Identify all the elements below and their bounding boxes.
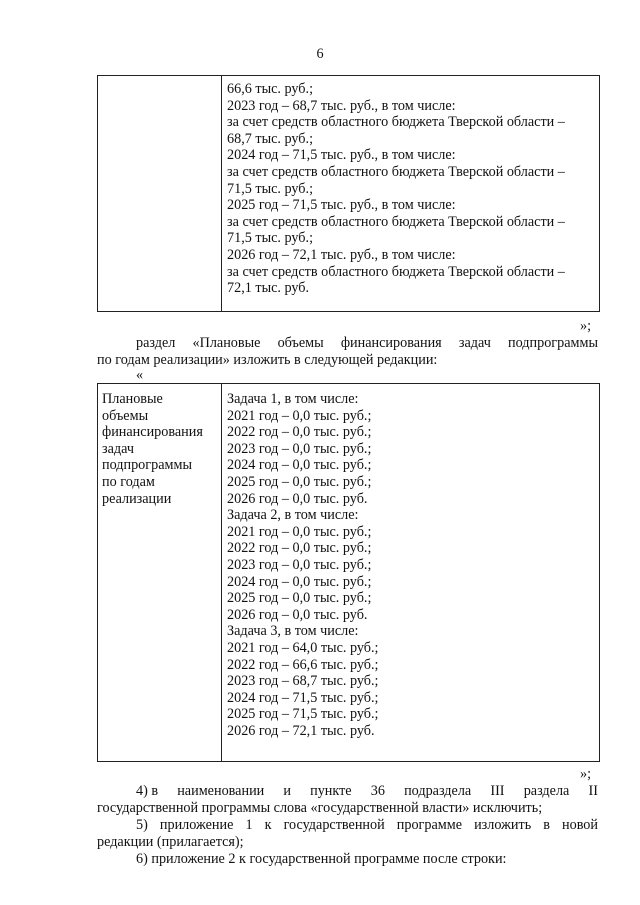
closing-quote: »; xyxy=(580,766,592,782)
table2-line: 2026 год – 0,0 тыс. руб. xyxy=(227,606,368,623)
table2-line: 2021 год – 64,0 тыс. руб.; xyxy=(227,639,379,656)
item6-line1: 6) приложение 2 к государственной программе после строки: xyxy=(136,851,507,867)
table2-label-line: по годам xyxy=(102,473,155,490)
table1-line: 66,6 тыс. руб.; xyxy=(227,81,314,97)
table2-line: 2025 год – 0,0 тыс. руб.; xyxy=(227,473,372,490)
table2-line: 2025 год – 0,0 тыс. руб.; xyxy=(227,590,372,607)
closing-quote: »; xyxy=(580,318,592,334)
table2-label-line: задач xyxy=(102,440,134,457)
item4-word: 36 xyxy=(370,783,385,799)
item5-line1: 5) приложение 1 к государственной программе изложить в новой xyxy=(136,817,598,833)
item4-line2: государственной программы слова «государственной власти» исключить; xyxy=(97,800,543,816)
table2-line: 2021 год – 0,0 тыс. руб.; xyxy=(227,523,372,540)
table2-line: 2023 год – 0,0 тыс. руб.; xyxy=(227,556,372,573)
section-paragraph-line2: по годам реализации» изложить в следующей редакции: xyxy=(97,352,438,368)
table1-line: за счет средств областного бюджета Тверской области – xyxy=(227,163,565,180)
table1-line: за счет средств областного бюджета Тверской области – xyxy=(227,213,565,230)
table1-line: 2024 год – 71,5 тыс. руб., в том числе: xyxy=(227,147,456,164)
table1-line: за счет средств областного бюджета Тверской области – xyxy=(227,114,565,131)
item4-word: подраздела xyxy=(404,783,472,799)
table2-label-line: реализации xyxy=(102,490,172,507)
table2-line: 2026 год – 72,1 тыс. руб. xyxy=(227,722,375,739)
page-number: 6 xyxy=(316,46,324,62)
table1-line: 68,7 тыс. руб.; xyxy=(227,130,314,147)
table2-label-line: Плановые xyxy=(102,391,163,407)
table1-line: 71,5 тыс. руб.; xyxy=(227,180,314,197)
table2-values-cell xyxy=(222,384,599,761)
table1-line: 2026 год – 72,1 тыс. руб., в том числе: xyxy=(227,246,456,263)
table2-line: 2024 год – 71,5 тыс. руб.; xyxy=(227,689,379,706)
table2-line: 2021 год – 0,0 тыс. руб.; xyxy=(227,407,372,424)
table2-line: 2026 год – 0,0 тыс. руб. xyxy=(227,490,368,507)
table1-right-cell xyxy=(222,76,599,311)
table1-line: 2023 год – 68,7 тыс. руб., в том числе: xyxy=(227,97,456,114)
item4-word: наименовании xyxy=(177,783,265,799)
table2-label-cell xyxy=(98,384,222,761)
table2-line: Задача 1, в том числе: xyxy=(227,391,359,407)
table2-line: 2022 год – 66,6 тыс. руб.; xyxy=(227,656,379,673)
table2-line: 2022 год – 0,0 тыс. руб.; xyxy=(227,424,372,441)
table2-line: 2024 год – 0,0 тыс. руб.; xyxy=(227,573,372,590)
table2-label-line: финансирования xyxy=(102,424,203,441)
item5-line2: редакции (прилагается); xyxy=(97,834,244,850)
funding-table-continued xyxy=(97,75,600,312)
table1-line: 72,1 тыс. руб. xyxy=(227,280,310,297)
table2-line: Задача 2, в том числе: xyxy=(227,507,359,524)
item4-word: 4) в xyxy=(136,783,159,799)
table1-line: 2025 год – 71,5 тыс. руб., в том числе: xyxy=(227,197,456,214)
table2-line: 2023 год – 68,7 тыс. руб.; xyxy=(227,673,379,690)
item4-word: III xyxy=(490,783,505,799)
item4-line1 xyxy=(136,783,598,800)
table2-line: 2024 год – 0,0 тыс. руб.; xyxy=(227,457,372,474)
item4-word: пункте xyxy=(310,783,352,799)
table2-line: 2025 год – 71,5 тыс. руб.; xyxy=(227,706,379,723)
item4-word: II xyxy=(588,783,598,799)
table2-line: Задача 3, в том числе: xyxy=(227,623,359,640)
table2-line: 2022 год – 0,0 тыс. руб.; xyxy=(227,540,372,557)
planned-funding-table xyxy=(97,383,600,762)
table2-line: 2023 год – 0,0 тыс. руб.; xyxy=(227,440,372,457)
table1-line: за счет средств областного бюджета Тверской области – xyxy=(227,263,565,280)
item4-word: раздела xyxy=(523,783,570,799)
table1-left-cell xyxy=(98,76,222,311)
table2-label-line: объемы xyxy=(102,407,149,424)
item4-word: и xyxy=(283,783,291,799)
table2-label-line: подпрограммы xyxy=(102,457,192,474)
opening-quote: « xyxy=(136,367,144,383)
table1-line: 71,5 тыс. руб.; xyxy=(227,230,314,247)
section-paragraph-line1: раздел «Плановые объемы финансирования задач подпрограммы xyxy=(136,335,598,351)
